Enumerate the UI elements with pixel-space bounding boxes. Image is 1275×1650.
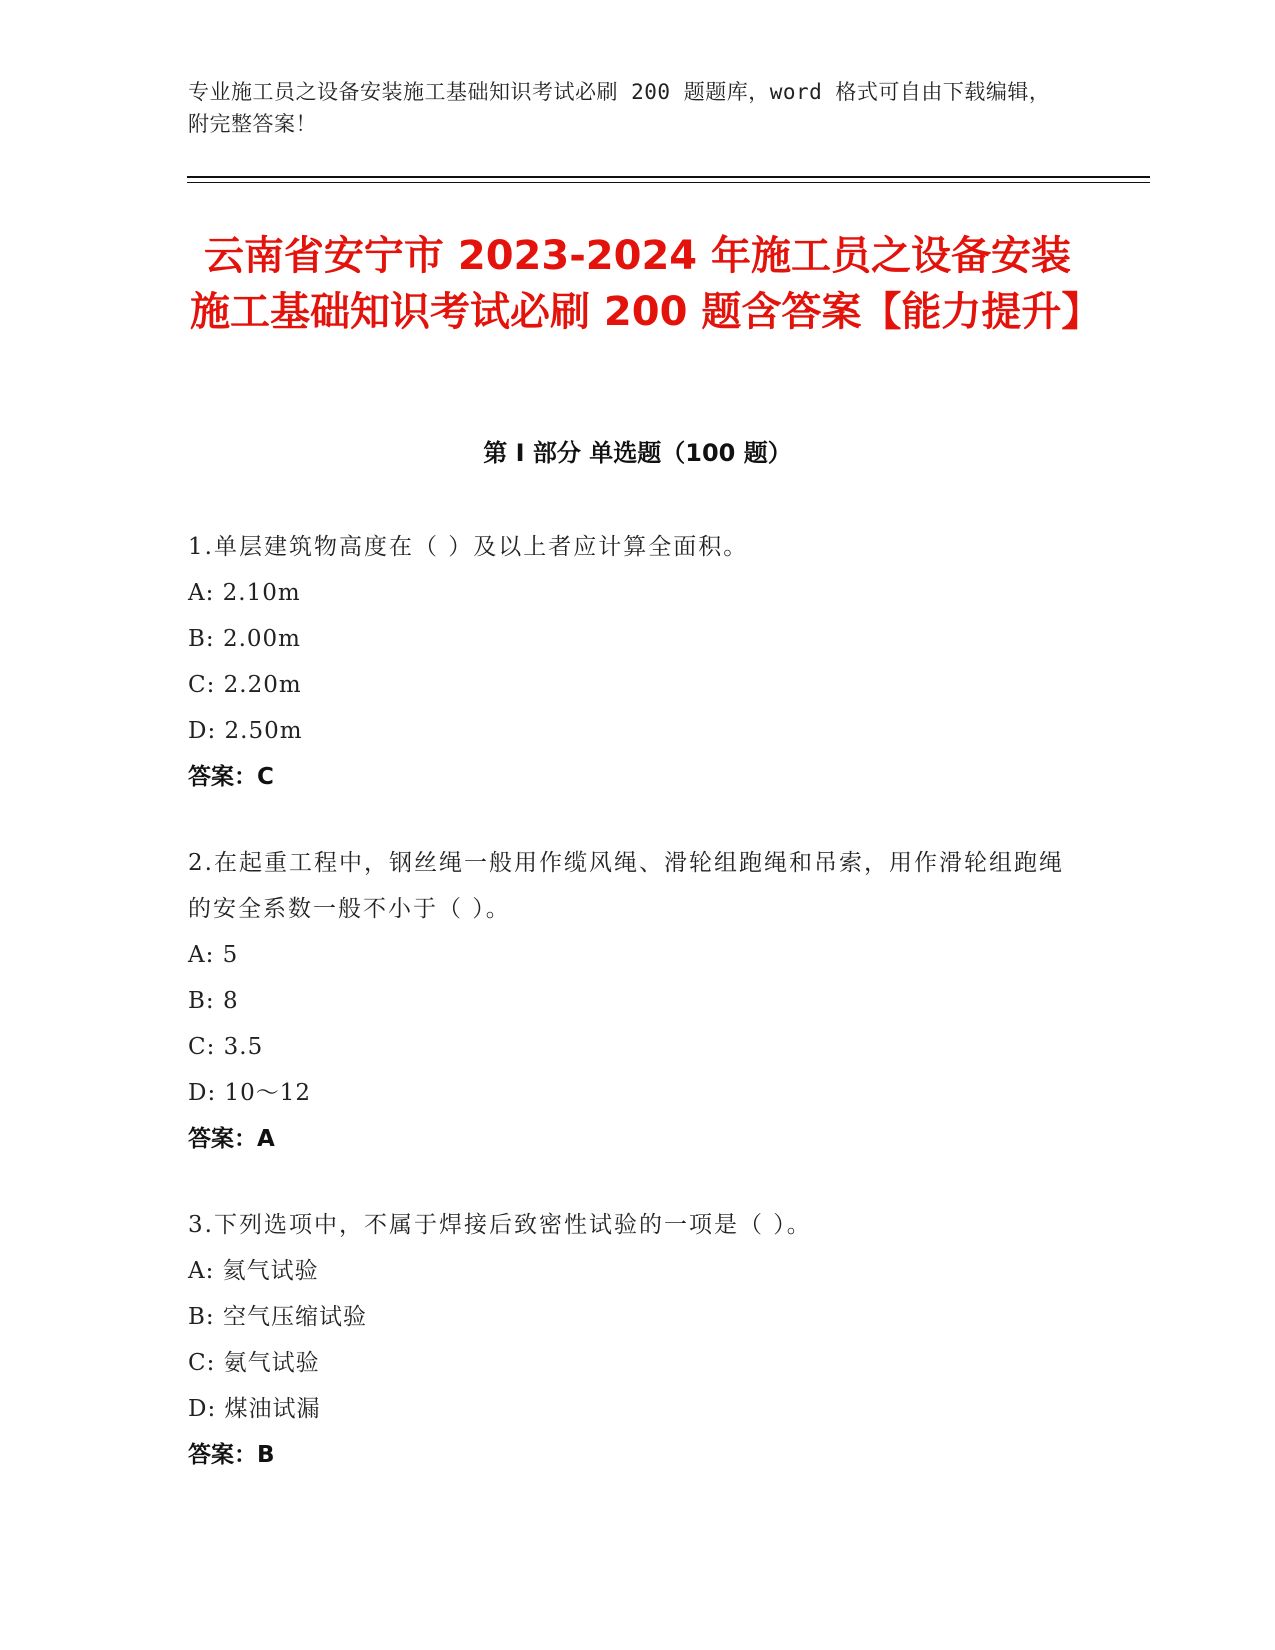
header-divider-thin [187, 182, 1150, 183]
answer: 答案：C [188, 764, 274, 790]
option-b: B: 8 [188, 988, 239, 1014]
question-3 [188, 1202, 1068, 1478]
question-2 [188, 840, 1068, 1162]
question-stem: 3.下列选项中，不属于焊接后致密性试验的一项是（ ）。 [188, 1212, 812, 1238]
answer: 答案：B [188, 1442, 275, 1468]
option-c: C: 氨气试验 [188, 1350, 320, 1376]
option-a: A: 2.10m [188, 580, 301, 606]
document-title: 云南省安宁市 2023-2024 年施工员之设备安装施工基础知识考试必刷 200 题含答案【能力提升】 [190, 233, 1102, 335]
option-d: D: 煤油试漏 [188, 1396, 321, 1422]
answer: 答案：A [188, 1126, 275, 1152]
section-title: 第 I 部分 单选题（100 题） [483, 439, 792, 467]
question-list [188, 524, 1068, 1478]
option-d: D: 2.50m [188, 718, 303, 744]
option-b: B: 2.00m [188, 626, 301, 652]
question-stem: 2.在起重工程中，钢丝绳一般用作缆风绳、滑轮组跑绳和吊索，用作滑轮组跑绳的安全系数一般不小于（ ）。 [188, 850, 1064, 922]
option-c: C: 2.20m [188, 672, 302, 698]
question-1 [188, 524, 1068, 800]
option-c: C: 3.5 [188, 1034, 264, 1060]
question-stem: 1.单层建筑物高度在（ ）及以上者应计算全面积。 [188, 534, 749, 560]
option-a: A: 5 [188, 942, 239, 968]
question-spacer [188, 800, 1068, 840]
question-spacer [188, 1162, 1068, 1202]
option-b: B: 空气压缩试验 [188, 1304, 367, 1330]
option-d: D: 10～12 [188, 1080, 312, 1106]
header-divider-thick [187, 176, 1150, 178]
header-note: 专业施工员之设备安装施工基础知识考试必刷 200 题题库，word 格式可自由下载编辑，附完整答案！ [188, 80, 1051, 136]
option-a: A: 氦气试验 [188, 1258, 319, 1284]
